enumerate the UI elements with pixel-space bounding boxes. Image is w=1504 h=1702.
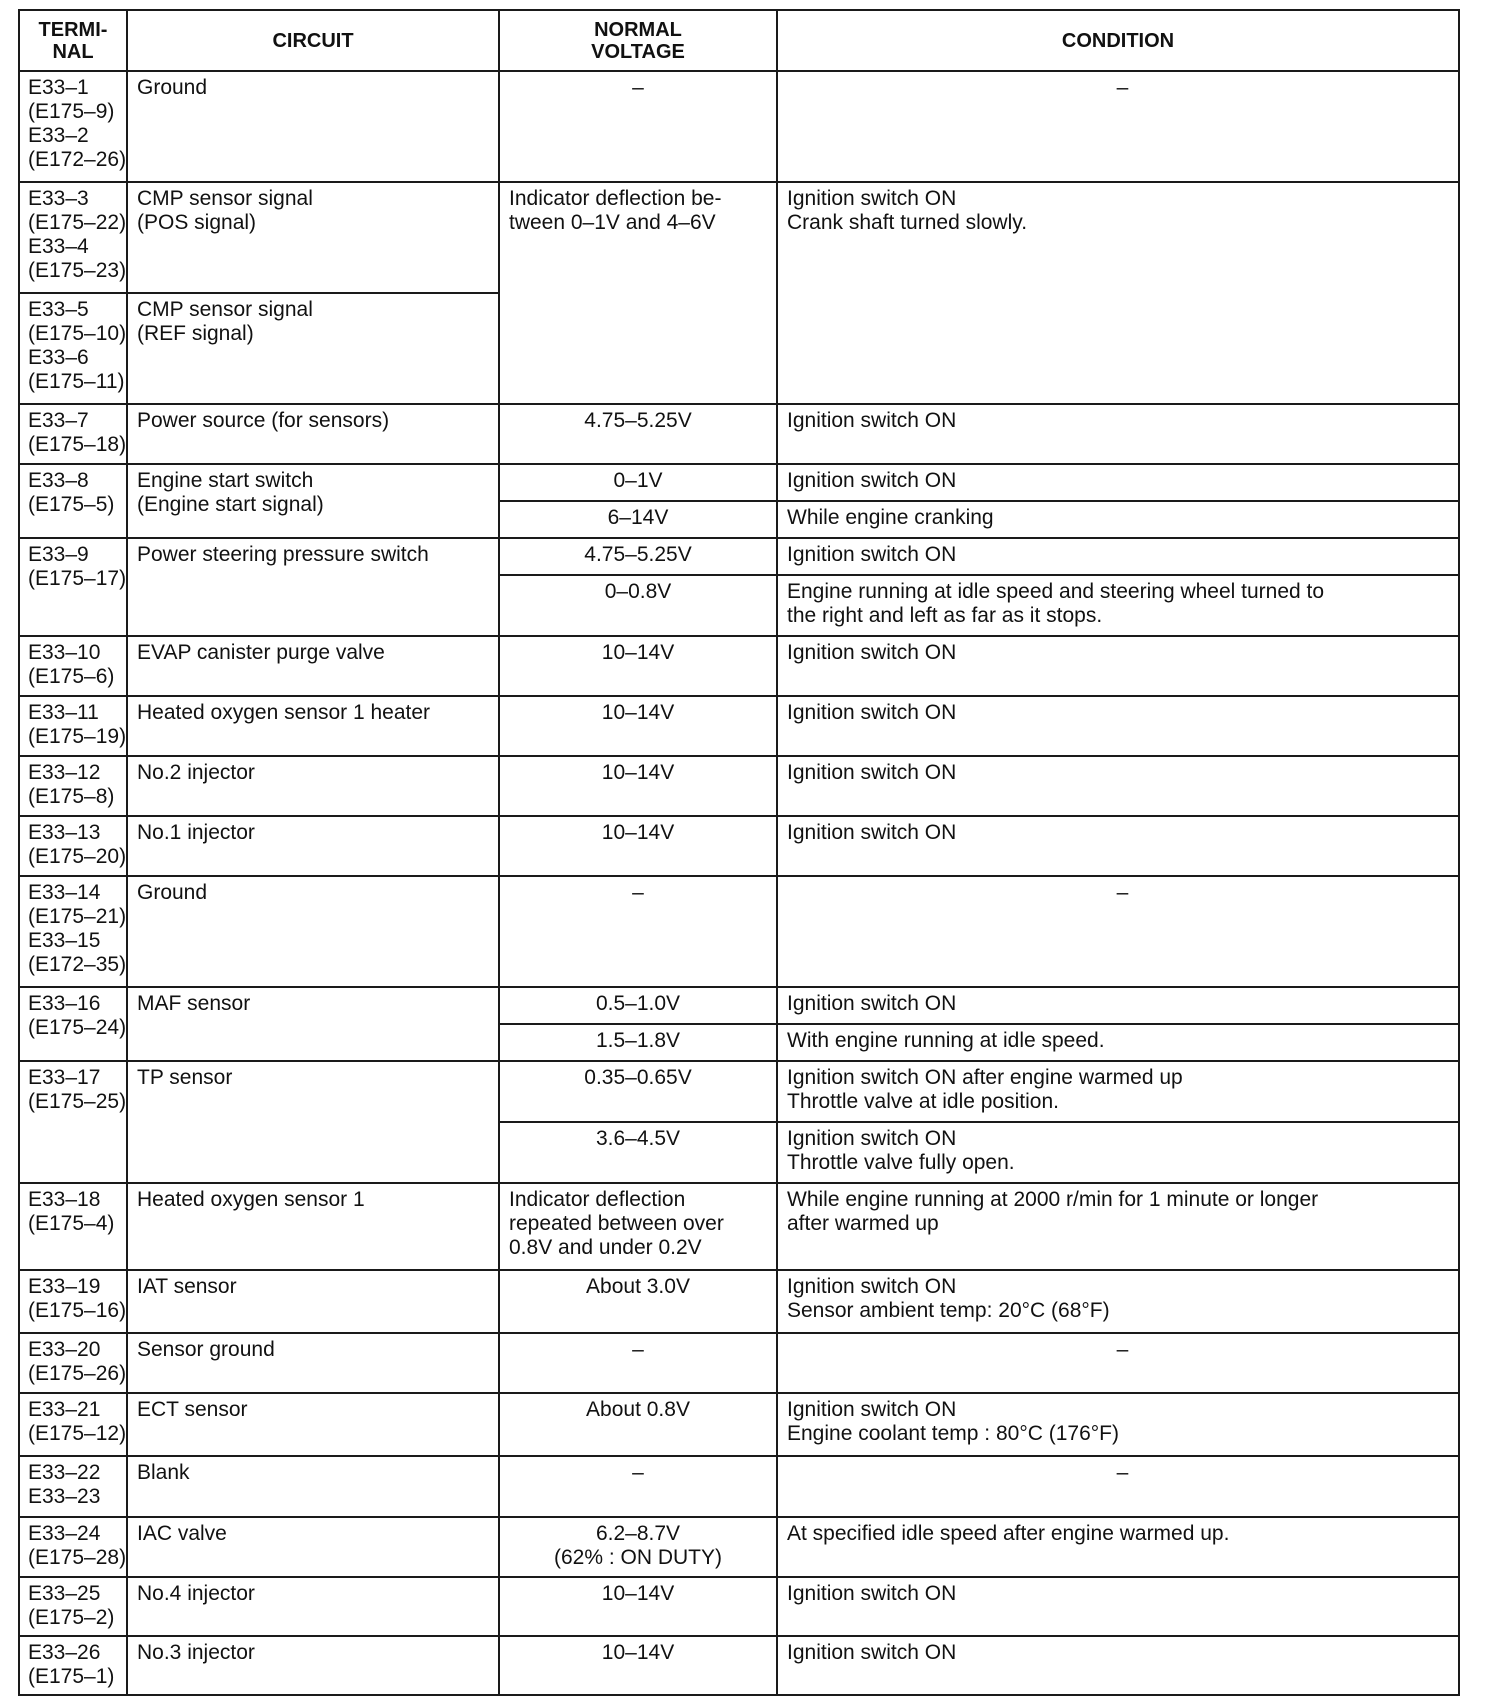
voltage-cell: 0.5–1.0V (499, 987, 777, 1024)
condition-cell: Ignition switch ON (777, 696, 1459, 756)
table-row (19, 464, 1459, 501)
terminal-cell: E33–16 (E175–24) (19, 987, 127, 1061)
table-row (19, 1577, 1459, 1636)
condition-cell: Ignition switch ON (777, 636, 1459, 696)
condition-cell: – (777, 1456, 1459, 1517)
voltage-cell: About 3.0V (499, 1270, 777, 1333)
table-row (19, 404, 1459, 464)
header-condition: CONDITION (777, 10, 1459, 71)
table-row (19, 636, 1459, 696)
terminal-cell: E33–9 (E175–17) (19, 538, 127, 636)
condition-cell: Engine running at idle speed and steering wheel turned to the right and left as far as it stops. (777, 575, 1459, 636)
terminal-cell: E33–7 (E175–18) (19, 404, 127, 464)
circuit-cell: MAF sensor (127, 987, 499, 1061)
condition-cell: Ignition switch ON Engine coolant temp : 80°C (176°F) (777, 1393, 1459, 1456)
condition-cell: Ignition switch ON (777, 816, 1459, 876)
circuit-cell: No.2 injector (127, 756, 499, 816)
condition-cell: Ignition switch ON (777, 987, 1459, 1024)
terminal-cell: E33–18 (E175–4) (19, 1183, 127, 1270)
circuit-cell: CMP sensor signal (REF signal) (127, 293, 499, 404)
terminal-cell: E33–17 (E175–25) (19, 1061, 127, 1183)
circuit-cell: No.1 injector (127, 816, 499, 876)
condition-cell: Ignition switch ON (777, 538, 1459, 575)
terminal-voltage-table (18, 9, 1460, 1696)
condition-cell: Ignition switch ON (777, 1636, 1459, 1695)
header-terminal: TERMI- NAL (19, 10, 127, 71)
table-row (19, 1183, 1459, 1270)
condition-cell: Ignition switch ON Crank shaft turned slowly. (777, 182, 1459, 404)
condition-cell: – (777, 876, 1459, 987)
condition-cell: – (777, 71, 1459, 182)
terminal-cell: E33–1 (E175–9) E33–2 (E172–26) (19, 71, 127, 182)
voltage-cell: 6.2–8.7V (62% : ON DUTY) (499, 1517, 777, 1577)
terminal-cell: E33–19 (E175–16) (19, 1270, 127, 1333)
terminal-cell: E33–20 (E175–26) (19, 1333, 127, 1393)
condition-cell: Ignition switch ON after engine warmed up Throttle valve at idle position. (777, 1061, 1459, 1122)
condition-cell: With engine running at idle speed. (777, 1024, 1459, 1061)
circuit-cell: IAC valve (127, 1517, 499, 1577)
voltage-cell: – (499, 876, 777, 987)
condition-cell: At specified idle speed after engine warmed up. (777, 1517, 1459, 1577)
circuit-cell: Engine start switch (Engine start signal) (127, 464, 499, 538)
table-row (19, 1636, 1459, 1695)
circuit-cell: IAT sensor (127, 1270, 499, 1333)
table-row (19, 71, 1459, 182)
voltage-cell: About 0.8V (499, 1393, 777, 1456)
circuit-cell: Sensor ground (127, 1333, 499, 1393)
terminal-cell: E33–8 (E175–5) (19, 464, 127, 538)
condition-cell: Ignition switch ON (777, 756, 1459, 816)
terminal-cell: E33–22 E33–23 (19, 1456, 127, 1517)
circuit-cell: Blank (127, 1456, 499, 1517)
condition-cell: – (777, 1333, 1459, 1393)
terminal-cell: E33–13 (E175–20) (19, 816, 127, 876)
circuit-cell: CMP sensor signal (POS signal) (127, 182, 499, 293)
header-circuit: CIRCUIT (127, 10, 499, 71)
terminal-cell: E33–24 (E175–28) (19, 1517, 127, 1577)
terminal-cell: E33–21 (E175–12) (19, 1393, 127, 1456)
table-row (19, 538, 1459, 575)
condition-cell: Ignition switch ON (777, 404, 1459, 464)
circuit-cell: TP sensor (127, 1061, 499, 1183)
voltage-cell: 10–14V (499, 636, 777, 696)
voltage-cell: 10–14V (499, 756, 777, 816)
circuit-cell: EVAP canister purge valve (127, 636, 499, 696)
voltage-cell: – (499, 1333, 777, 1393)
table-row (19, 816, 1459, 876)
circuit-cell: ECT sensor (127, 1393, 499, 1456)
voltage-cell: 4.75–5.25V (499, 538, 777, 575)
condition-cell: Ignition switch ON Sensor ambient temp: 20°C (68°F) (777, 1270, 1459, 1333)
circuit-cell: Ground (127, 876, 499, 987)
condition-cell: While engine cranking (777, 501, 1459, 538)
terminal-cell: E33–26 (E175–1) (19, 1636, 127, 1695)
circuit-cell: No.4 injector (127, 1577, 499, 1636)
condition-cell: Ignition switch ON (777, 1577, 1459, 1636)
header-row (19, 10, 1459, 71)
terminal-cell: E33–25 (E175–2) (19, 1577, 127, 1636)
terminal-cell: E33–5 (E175–10) E33–6 (E175–11) (19, 293, 127, 404)
voltage-cell: Indicator deflection repeated between over 0.8V and under 0.2V (499, 1183, 777, 1270)
header-normal-voltage: NORMAL VOLTAGE (499, 10, 777, 71)
circuit-cell: No.3 injector (127, 1636, 499, 1695)
circuit-cell: Heated oxygen sensor 1 heater (127, 696, 499, 756)
terminal-cell: E33–11 (E175–19) (19, 696, 127, 756)
circuit-cell: Heated oxygen sensor 1 (127, 1183, 499, 1270)
table-row (19, 1333, 1459, 1393)
voltage-cell: 6–14V (499, 501, 777, 538)
table-row (19, 696, 1459, 756)
table-row (19, 1270, 1459, 1333)
table-row (19, 1061, 1459, 1122)
table-row (19, 987, 1459, 1024)
condition-cell: Ignition switch ON (777, 464, 1459, 501)
voltage-cell: – (499, 71, 777, 182)
voltage-cell: 4.75–5.25V (499, 404, 777, 464)
circuit-cell: Power steering pressure switch (127, 538, 499, 636)
table-row (19, 1517, 1459, 1577)
table-row (19, 756, 1459, 816)
table-row (19, 876, 1459, 987)
terminal-cell: E33–14 (E175–21) E33–15 (E172–35) (19, 876, 127, 987)
voltage-cell: 10–14V (499, 816, 777, 876)
terminal-cell: E33–12 (E175–8) (19, 756, 127, 816)
table-row (19, 1393, 1459, 1456)
voltage-cell: 10–14V (499, 1636, 777, 1695)
condition-cell: While engine running at 2000 r/min for 1 minute or longer after warmed up (777, 1183, 1459, 1270)
voltage-cell: 1.5–1.8V (499, 1024, 777, 1061)
terminal-cell: E33–3 (E175–22) E33–4 (E175–23) (19, 182, 127, 293)
circuit-cell: Power source (for sensors) (127, 404, 499, 464)
voltage-cell: 0–0.8V (499, 575, 777, 636)
voltage-cell: Indicator deflection be- tween 0–1V and 4–6V (499, 182, 777, 404)
voltage-cell: 10–14V (499, 696, 777, 756)
voltage-cell: – (499, 1456, 777, 1517)
condition-cell: Ignition switch ON Throttle valve fully open. (777, 1122, 1459, 1183)
voltage-cell: 0.35–0.65V (499, 1061, 777, 1122)
voltage-cell: 3.6–4.5V (499, 1122, 777, 1183)
table-row (19, 1456, 1459, 1517)
circuit-cell: Ground (127, 71, 499, 182)
voltage-cell: 0–1V (499, 464, 777, 501)
terminal-cell: E33–10 (E175–6) (19, 636, 127, 696)
voltage-cell: 10–14V (499, 1577, 777, 1636)
table-row (19, 182, 1459, 293)
